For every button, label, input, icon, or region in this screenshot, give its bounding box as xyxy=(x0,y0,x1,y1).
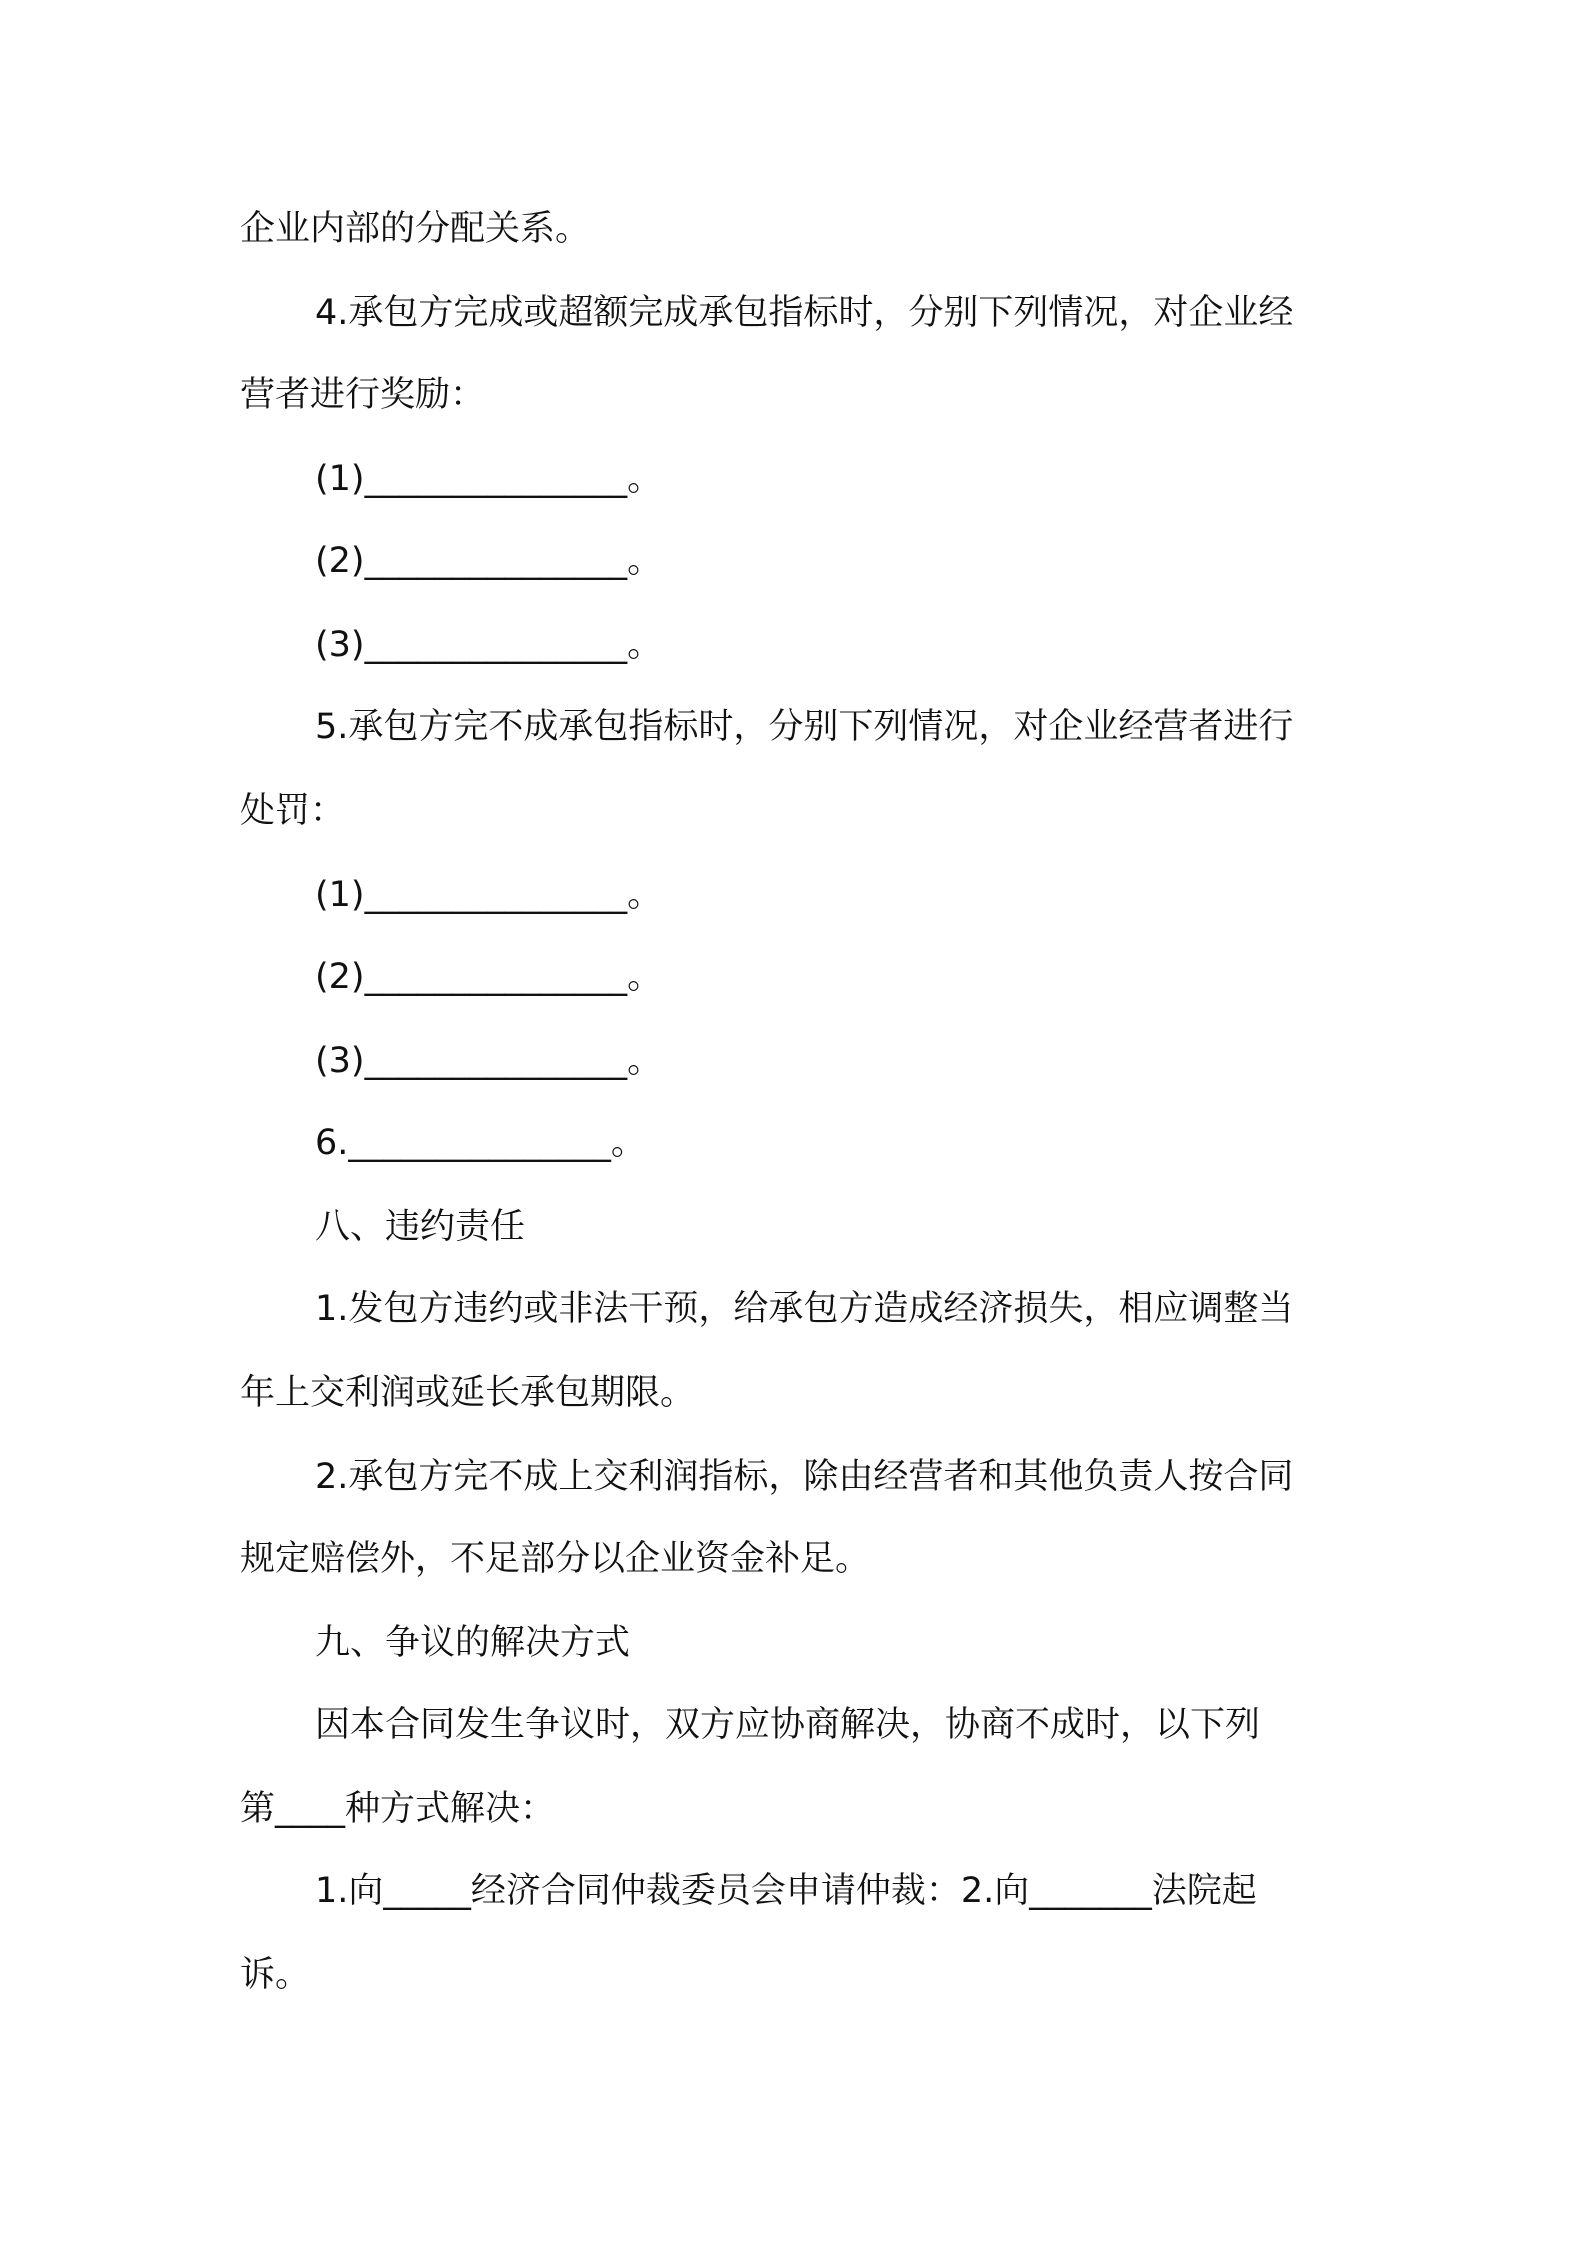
text-line: 诉。 xyxy=(240,1955,311,1995)
text-line: 企业内部的分配关系。 xyxy=(240,209,591,249)
text-line: (3)_______________。 xyxy=(315,1041,663,1081)
text-line: 5.承包方完不成承包指标时，分别下列情况，对企业经营者进行 xyxy=(315,707,1294,747)
text-line: 4.承包方完成或超额完成承包指标时，分别下列情况，对企业经 xyxy=(315,293,1294,333)
text-line: 年上交利润或延长承包期限。 xyxy=(240,1373,696,1413)
text-line: 规定赔偿外，不足部分以企业资金补足。 xyxy=(240,1539,871,1579)
text-line: 因本合同发生争议时，双方应协商解决，协商不成时，以下列 xyxy=(315,1705,1261,1745)
section-heading: 八、违约责任 xyxy=(315,1207,526,1247)
text-line: (1)_______________。 xyxy=(315,459,663,499)
text-line: (3)_______________。 xyxy=(315,625,663,665)
text-line: 1.发包方违约或非法干预，给承包方造成经济损失，相应调整当 xyxy=(315,1289,1294,1329)
text-line: (2)_______________。 xyxy=(315,957,663,997)
text-line: (2)_______________。 xyxy=(315,541,663,581)
text-line: 营者进行奖励： xyxy=(240,375,486,415)
text-line: (1)_______________。 xyxy=(315,875,663,915)
text-line: 第____种方式解决： xyxy=(240,1789,556,1829)
text-line: 6._______________。 xyxy=(315,1123,646,1163)
text-line: 处罚： xyxy=(240,791,346,831)
section-heading: 九、争议的解决方式 xyxy=(315,1623,631,1663)
text-line: 2.承包方完不成上交利润指标，除由经营者和其他负责人按合同 xyxy=(315,1457,1294,1497)
text-line: 1.向_____经济合同仲裁委员会申请仲裁：2.向_______法院起 xyxy=(315,1871,1257,1911)
